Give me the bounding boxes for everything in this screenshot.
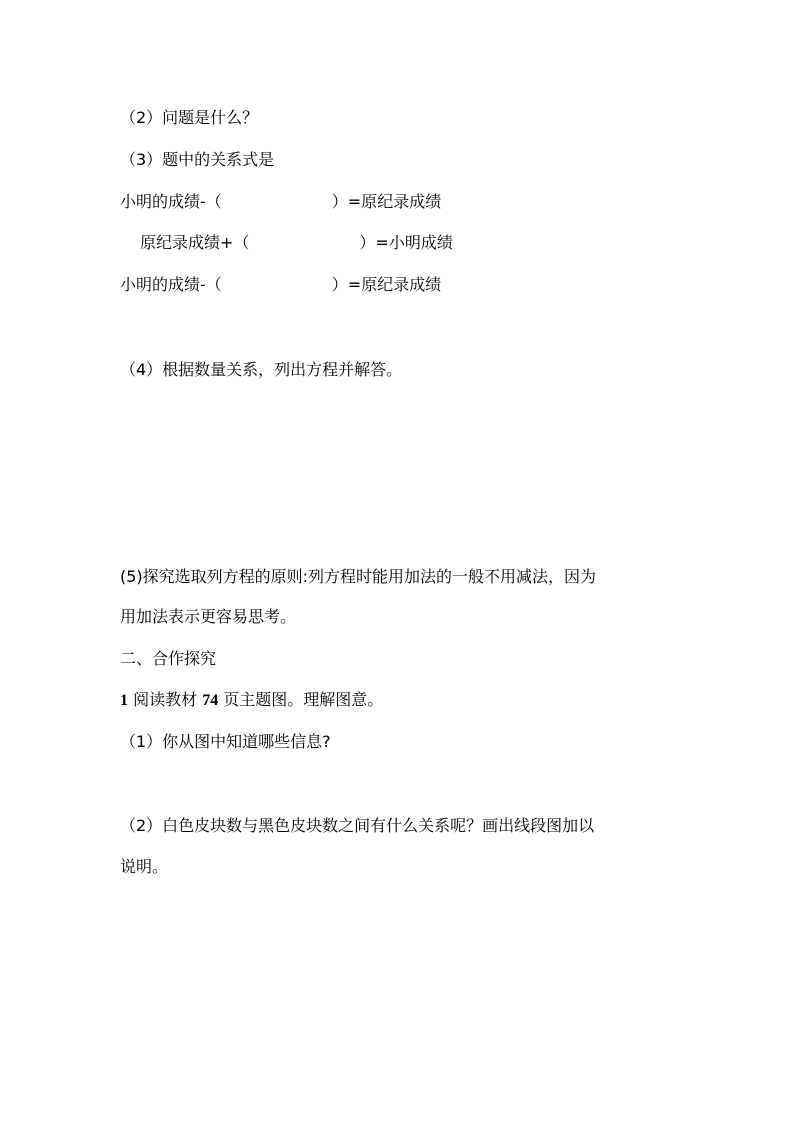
relation-1-right: ）=原纪录成绩	[331, 192, 442, 211]
relation-3-left: 小明的成绩-（	[120, 275, 222, 294]
item-1-text-post: 页主题图。理解图意。	[218, 690, 384, 709]
item-1-question-1: （1）你从图中知道哪些信息?	[120, 732, 331, 751]
question-5-line-2: 用加法表示更容易思考。	[120, 607, 297, 626]
item-1	[120, 690, 383, 711]
relation-2-left: 原纪录成绩+（	[140, 233, 250, 252]
relation-3	[120, 275, 441, 295]
item-1-question-2-line-2: 说明。	[120, 857, 169, 876]
question-4: （4）根据数量关系，列出方程并解答。	[120, 360, 403, 379]
relation-2	[140, 233, 453, 253]
question-5-line-1: (5)探究选取列方程的原则:列方程时能用加法的一般不用减法，因为	[120, 567, 597, 586]
question-2: （2）问题是什么？	[120, 108, 259, 127]
item-1-number: 1	[120, 692, 128, 709]
item-1-text-pre: 阅读教材	[128, 690, 203, 709]
item-1-page: 74	[202, 692, 219, 709]
relation-1-left: 小明的成绩-（	[120, 192, 222, 211]
item-1-question-2-line-1: （2）白色皮块数与黑色皮块数之间有什么关系呢？画出线段图加以	[120, 816, 595, 835]
relation-3-right: ）=原纪录成绩	[331, 275, 442, 294]
relation-2-right: ）=小明成绩	[359, 233, 453, 252]
section-2-heading: 二、合作探究	[120, 649, 217, 668]
question-3: （3）题中的关系式是	[120, 150, 275, 169]
relation-1	[120, 192, 441, 212]
